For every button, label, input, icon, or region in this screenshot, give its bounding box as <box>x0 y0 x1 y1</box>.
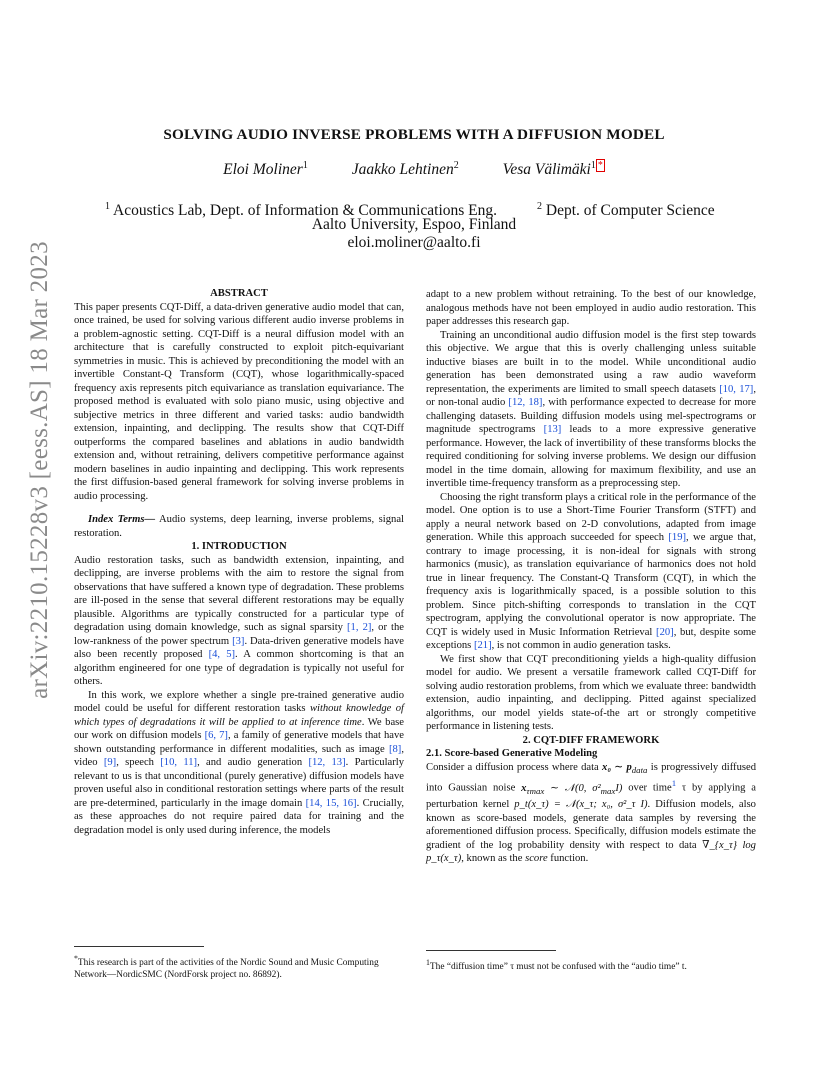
index-terms <box>74 513 404 540</box>
math-run: I) <box>615 782 623 794</box>
footnote-rule <box>74 946 204 947</box>
contribution-paragraph: We first show that CQT preconditioning yields a high-quality diffusion model for audio. We present a versatile framework called CQT-Diff for solving audio restoration problems, from which we evaluate three: bandwidth extension, audio inpainting, and declipping. Pitted against specialized algorithms, our model yields state-of-the art or strongly competitive performance in listening tests. <box>426 653 756 732</box>
author-footnote-link[interactable]: * <box>597 160 603 171</box>
training-paragraph <box>426 329 756 491</box>
author-3-name: Vesa Välimäki <box>502 161 591 179</box>
section-2-heading: 2. CQT-DIFF FRAMEWORK <box>522 734 660 746</box>
math-sub: data <box>631 764 648 775</box>
math-inline <box>602 762 647 773</box>
text-run: . Diffusion models, also known as score-based models, generate data samples by reversing the aforementioned diffusion process. Specifically, diffusion models estimate the gradient of the log probability density with respect to data <box>426 799 756 851</box>
citation-link[interactable]: [9] <box>103 757 117 768</box>
math-run: x <box>521 782 527 794</box>
emphasis-run: without knowledge of which types of degradations it will be applied to at inference time <box>74 703 404 728</box>
text-run: is progressively diffused into Gaussian noise <box>426 761 756 794</box>
math-run: x₀ ∼ p <box>602 761 632 773</box>
footnote-rule <box>426 950 556 951</box>
text-run: Consider a diffusion process where data <box>426 761 603 773</box>
section-1-heading: 1. INTRODUCTION <box>191 541 287 552</box>
citation-link[interactable]: [21] <box>473 640 492 651</box>
text-run: function. <box>547 853 589 865</box>
author-1-affil: 1 <box>302 160 308 171</box>
author-1-name: Eloi Moliner <box>223 161 303 179</box>
citation-link[interactable]: [20] <box>656 626 674 638</box>
contact-email[interactable]: eloi.moliner@aalto.fi <box>347 234 481 251</box>
author-2-affil: 2 <box>453 160 459 171</box>
affiliation-2-text: Dept. of Computer Science <box>545 202 715 220</box>
text-run: Choosing the right transform plays a critical role in the performance of the model. One option is to use a Short-Time Fourier Transform (STFT) and apply a neural network based on 2-D convolutions, adapted from image generation. While this approach succeeded for speech <box>426 491 756 543</box>
affiliation-1-mark: 1 <box>105 201 110 212</box>
score-paragraph <box>426 761 756 866</box>
affiliation-2-mark: 2 <box>537 201 542 212</box>
paper-title: SOLVING AUDIO INVERSE PROBLEMS WITH A DIFFUSION MODEL <box>163 126 665 143</box>
citation-link[interactable]: [4, 5] <box>208 649 236 660</box>
math-run: ∼ 𝒩(0, σ² <box>544 782 601 794</box>
text-run: , or non-tonal audio <box>426 383 756 408</box>
text-run: , but, despite some exceptions <box>426 626 756 651</box>
text-run: . Crucially, as these approaches do not require paired data for training and the degradation model is only used during inference, the models <box>74 797 404 836</box>
text-run: Training an unconditional audio diffusion model is the first step towards this objective. We argue that this is overly challenging unless suitable inductive biases are built in to the model. While unconditional audio generation has been demonstrated using a raw audio waveform representation, the experiments are limited to small speech datasets <box>426 329 756 395</box>
text-run: , with performance expected to decrease for more challenging datasets. Building diffusion models using mel-spectrograms or magnitude spectrograms <box>426 397 756 435</box>
math-sub: max <box>600 785 616 796</box>
affiliation-1-text: Acoustics Lab, Dept. of Information & Communications Eng. <box>113 202 498 220</box>
continued-paragraph: adapt to a new problem without retraining. To the best of our knowledge, analogous methods have not been employed in audio audio restoration. This paper addresses this research gap. <box>426 289 756 327</box>
text-run: In this work, we explore whether a single pre-trained generative audio model could be useful for different restoration tasks <box>74 689 404 714</box>
text-run: , a family of generative models that have shown outstanding performance in different modalities, such as image <box>74 730 404 755</box>
math-inline: ∇_{x_τ} log p_τ(x_τ) <box>426 839 756 865</box>
author-list <box>74 160 754 179</box>
text-run: τ by applying a perturbation kernel <box>426 782 756 811</box>
right-column <box>426 288 756 866</box>
citation-link[interactable]: [10, 17] <box>719 383 754 395</box>
abstract-heading: ABSTRACT <box>210 288 268 299</box>
citation-link[interactable]: [6, 7] <box>204 730 228 741</box>
citation-link[interactable]: [8] <box>388 743 402 755</box>
author-1 <box>223 161 308 178</box>
footnote-text: The “diffusion time” τ must not be confused with the “audio time” t. <box>429 962 687 973</box>
intro-paragraph-2 <box>74 689 404 838</box>
index-terms-text: Audio systems, deep learning, inverse problems, signal restoration. <box>74 514 404 539</box>
footnote-link[interactable]: 1 <box>671 778 677 789</box>
math-sub: τmax <box>526 785 545 796</box>
text-run: , we argue that, contrary to image processing, it is non-ideal for signals with strong harmonics (music), as translation equivariance of harmonics does not hold true in linear frequency. The Constant-Q Transform (CQT), in which the frequency axis is logarithmically spaced, is a possible solution to this problem. Since pitch-shifting corresponds to translation in the CQT spectrogram, applying the convolutional operator is now appropriate. The CQT is widely used in Music Information Retrieval <box>426 532 756 638</box>
footnote-left <box>74 946 404 981</box>
citation-link[interactable]: [10, 11] <box>160 757 198 768</box>
author-2-name: Jaakko Lehtinen <box>351 161 454 179</box>
text-run: , and audio generation <box>197 757 309 768</box>
footnote-text: This research is part of the activities of the Nordic Sound and Music Computing Network—NordicSMC (NordForsk project no. 86892). <box>74 958 379 981</box>
citation-link[interactable]: [1, 2] <box>347 622 372 633</box>
citation-link[interactable]: [19] <box>668 532 687 543</box>
citation-link[interactable]: [3] <box>232 635 245 647</box>
arxiv-sidebar-stamp <box>10 0 70 1072</box>
text-run: , video <box>74 743 404 768</box>
text-run: , known as the <box>461 853 526 865</box>
index-terms-label: Index Terms— <box>88 514 156 525</box>
left-column <box>74 287 404 837</box>
text-run: , is not common in audio generation tasks. <box>491 640 671 651</box>
citation-link[interactable]: [14, 15, 16] <box>305 797 357 809</box>
math-inline <box>521 783 622 794</box>
footnote-mark: 1 <box>426 958 430 967</box>
subsection-2-1-heading: 2.1. Score-based Generative Modeling <box>426 748 598 759</box>
math-inline: p_t(x_τ) = 𝒩(x_τ; x₀, σ²_τ I) <box>514 799 648 811</box>
citation-link[interactable]: [12, 18] <box>508 397 543 408</box>
university-line: Aalto University, Espoo, Finland <box>311 216 517 233</box>
text-run: leads to a more expressive generative performance. However, the lack of invertibility of these transforms blocks the required conditioning for solving inverse problems. We design our diffusion model in the time domain, allowing for maximum flexibility, and use an invertible time-frequency transform as a preprocessing step. <box>426 424 757 489</box>
author-3 <box>503 161 605 178</box>
author-3-affil: 1 <box>590 160 596 171</box>
text-run: , speech <box>116 757 161 768</box>
footnote-right <box>426 950 756 973</box>
emphasis-run: score <box>525 853 548 865</box>
intro-paragraph-1 <box>74 554 404 689</box>
text-run: . Particularly relevant to us is that unconditional (purely generative) diffusion models have proven useful also in conditional restoration settings where parts of the result are pre-determined, particularly in the image domain <box>74 757 404 809</box>
arxiv-identifier: arXiv:2210.15228v3 [eess.AS] 18 Mar 2023 <box>26 241 53 699</box>
transform-paragraph <box>426 491 756 653</box>
text-run: . We base our work on diffusion models <box>74 716 404 741</box>
footnote-mark: * <box>74 954 78 963</box>
abstract-text: This paper presents CQT-Diff, a data-driven generative audio model that can, once trained, be used for solving various different audio inverse problems in a problem-agnostic setting. CQT-Diff is a neural diffusion model with an architecture that is carefully constructed to exploit pitch-equivariant symmetries in music. This is achieved by preconditioning the model with an invertible Constant-Q Transform (CQT), whose logarithmically-spaced frequency axis represents pitch equivariance as translation equivariance. The proposed method is evaluated with solo piano music, using objective and subjective metrics in three different and varied tasks: audio bandwidth extension, inpainting, and declipping. The results show that CQT-Diff outperforms the compared baselines and ablations in audio bandwidth extension and, without retraining, delivers competitive performance against modern baselines in audio inpainting and declipping. This work represents the first diffusion-based general framework for solving inverse problems in audio processing. <box>74 301 404 502</box>
text-run: . Data-driven generative models have also been recently proposed <box>74 635 404 660</box>
text-run: . A common shortcoming is that an algorithm engineered for one type of degradation is typically not useful for others. <box>74 649 405 687</box>
text-run: over time <box>622 782 672 794</box>
citation-link[interactable]: [13] <box>543 424 562 435</box>
author-2 <box>352 161 459 178</box>
text-run: , or the low-rankness of the power spectrum <box>74 622 405 647</box>
citation-link[interactable]: [12, 13] <box>308 757 346 768</box>
text-run: Audio restoration tasks, such as bandwidth extension, inpainting, and declipping, are inverse problems with the aim to restore the signal from observations that have suffered a known type of degradation. These problems are ill-posed in the sense that several different restorations may be equally plausible. Algorithms are typically constructed for a particular type of degradation using domain knowledge, such as signal sparsity <box>74 554 404 633</box>
